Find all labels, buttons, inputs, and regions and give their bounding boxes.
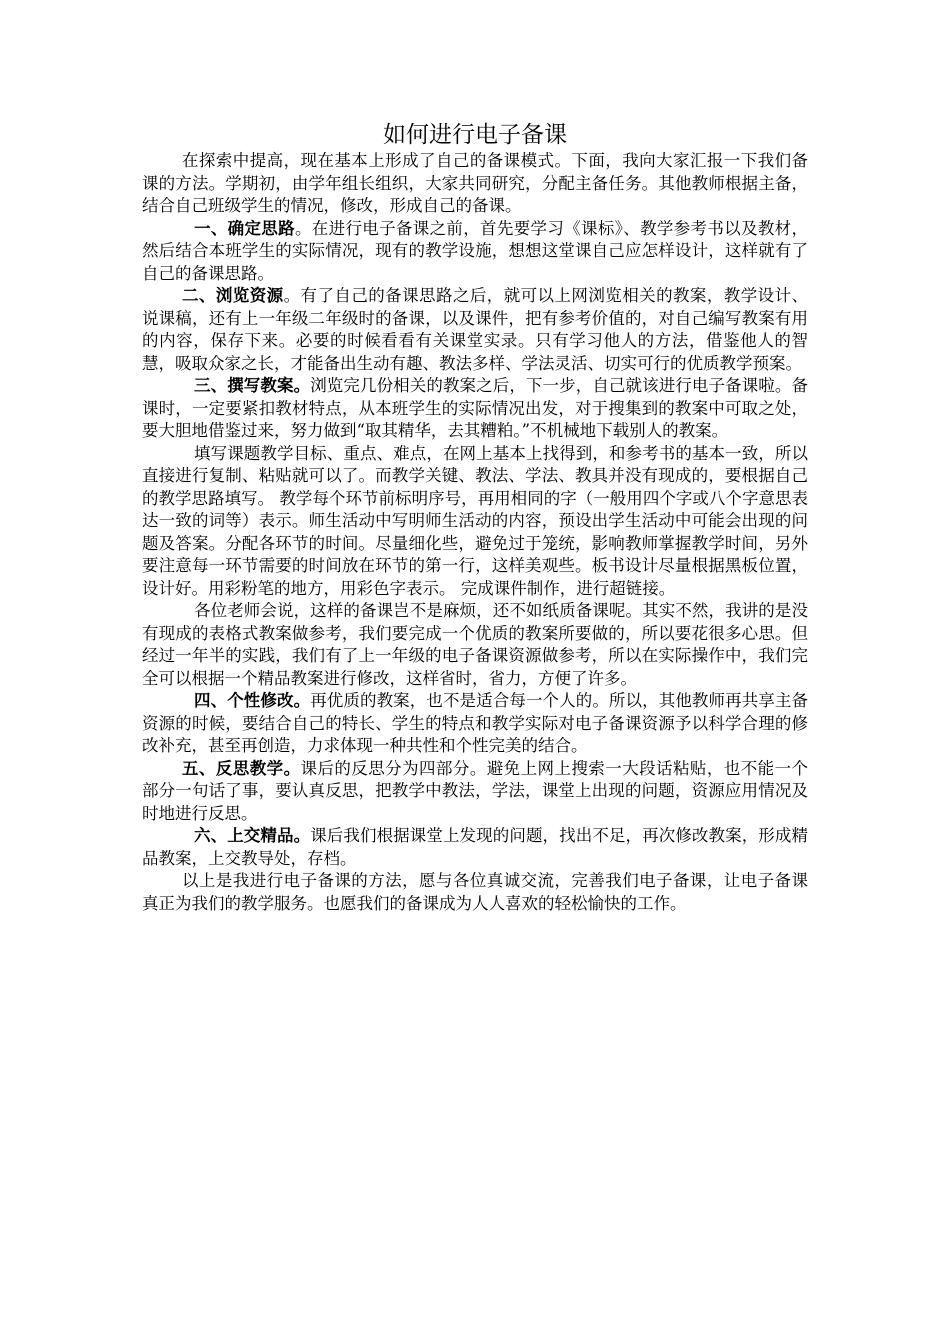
paragraph-text: 填写课题教学目标、重点、难点，在网上基本上找得到，和参考书的基本一致，所以直接进行复制、粘贴就可以了。而教学关键、教法、学法、教具并没有现成的，要根据自己的教学思路填写。 教学每个环节前标明序号，再用相同的字（一般用四个字或八个字意思表达一致的词等）表示。师生活动中写明师生活动的内容，预设出学生活动中可能会出现的问题及答案。分配各环节的时间。尽量细化些，避免过于笼统，影响教师掌握教学时间，另外要注意每一环节需要的时间放在环节的第一行，这样美观些。板书设计尽量根据黑板位置，设计好。用彩粉笔的地方，用彩色字表示。 完成课件制作，进行超链接。: [142, 443, 808, 598]
paragraph: [142, 758, 808, 826]
document-page: [142, 120, 808, 915]
section-heading: 二、浏览资源: [182, 286, 284, 305]
paragraph: [142, 285, 808, 375]
paragraph-text: 在探索中提高，现在基本上形成了自己的备课模式。下面，我向大家汇报一下我们备课的方法。学期初，由学年组长组织，大家共同研究，分配主备任务。其他教师根据主备，结合自己班级学生的情况，修改，形成自己的备课。: [142, 151, 808, 215]
paragraph-text: 以上是我进行电子备课的方法，愿与各位真诚交流，完善我们电子备课，让电子备课真正为我们的教学服务。也愿我们的备课成为人人喜欢的轻松愉快的工作。: [142, 871, 808, 913]
paragraph: [142, 150, 808, 218]
paragraph-text: 浏览完几份相关的教案之后，下一步，自己就该进行电子备课啦。备课时，一定要紧扣教材特点，从本班学生的实际情况出发，对于搜集到的教案中可取之处，要大胆地借鉴过来，努力做到“取其精华，去其糟粕。”不机械地下载别人的教案。: [142, 376, 809, 440]
paragraph-text: 课后的反思分为四部分。避免上网上搜索一大段话粘贴，也不能一个部分一句话了事，要认真反思，把教学中教法，学法，课堂上出现的问题，资源应用情况及时地进行反思。: [142, 758, 809, 823]
paragraph: [142, 825, 808, 870]
paragraph: [142, 375, 808, 443]
paragraph: [142, 443, 808, 601]
section-heading: 六、上交精品。: [194, 826, 311, 845]
section-heading: 五、反思教学。: [182, 758, 301, 778]
paragraph: [142, 218, 808, 286]
paragraph: [142, 600, 808, 690]
paragraph: [142, 870, 808, 915]
paragraph-text: 各位老师会说，这样的备课岂不是麻烦，还不如纸质备课呢。其实不然，我讲的是没有现成的表格式教案做参考，我们要完成一个优质的教案所要做的，所以要花很多心思。但经过一年半的实践，我们有了上一年级的电子备课资源做参考，所以在实际操作中，我们完全可以根据一个精品教案进行修改，这样省时，省力，方便了许多。: [142, 601, 808, 688]
document-body: [142, 150, 808, 915]
section-heading: 一、确定思路: [194, 218, 295, 238]
paragraph: [142, 690, 808, 758]
document-title: 如何进行电子备课: [383, 122, 567, 148]
paragraph-text: 。在进行电子备课之前，首先要学习《课标》、教学参考书以及教材，然后结合本班学生的实际情况，现有的教学设施，想想这堂课自己应怎样设计，这样就有了自己的备课思路。: [142, 218, 809, 283]
paragraph-text: 再优质的教案，也不是适合每一个人的。所以，其他教师再共享主备资源的时候，要结合自己的特长、学生的特点和教学实际对电子备课资源予以科学合理的修改补充，甚至再创造，力求体现一种共性和个性完美的结合。: [142, 691, 809, 755]
section-heading: 三、撰写教案。: [194, 376, 311, 395]
paragraph-text: 课后我们根据课堂上发现的问题，找出不足，再次修改教案，形成精品教案，上交教导处，存档。: [142, 826, 809, 868]
section-heading: 四、个性修改。: [194, 691, 311, 710]
paragraph-text: 。有了自己的备课思路之后，就可以上网浏览相关的教案，教学设计、说课稿，还有上一年级二年级时的备课，以及课件，把有参考价值的，对自己编写教案有用的内容，保存下来。必要的时候看看有关课堂实录。只有学习他人的方法，借鉴他人的智慧，吸取众家之长，才能备出生动有趣、教法多样、学法灵活、切实可行的优质教学预案。: [142, 286, 809, 373]
